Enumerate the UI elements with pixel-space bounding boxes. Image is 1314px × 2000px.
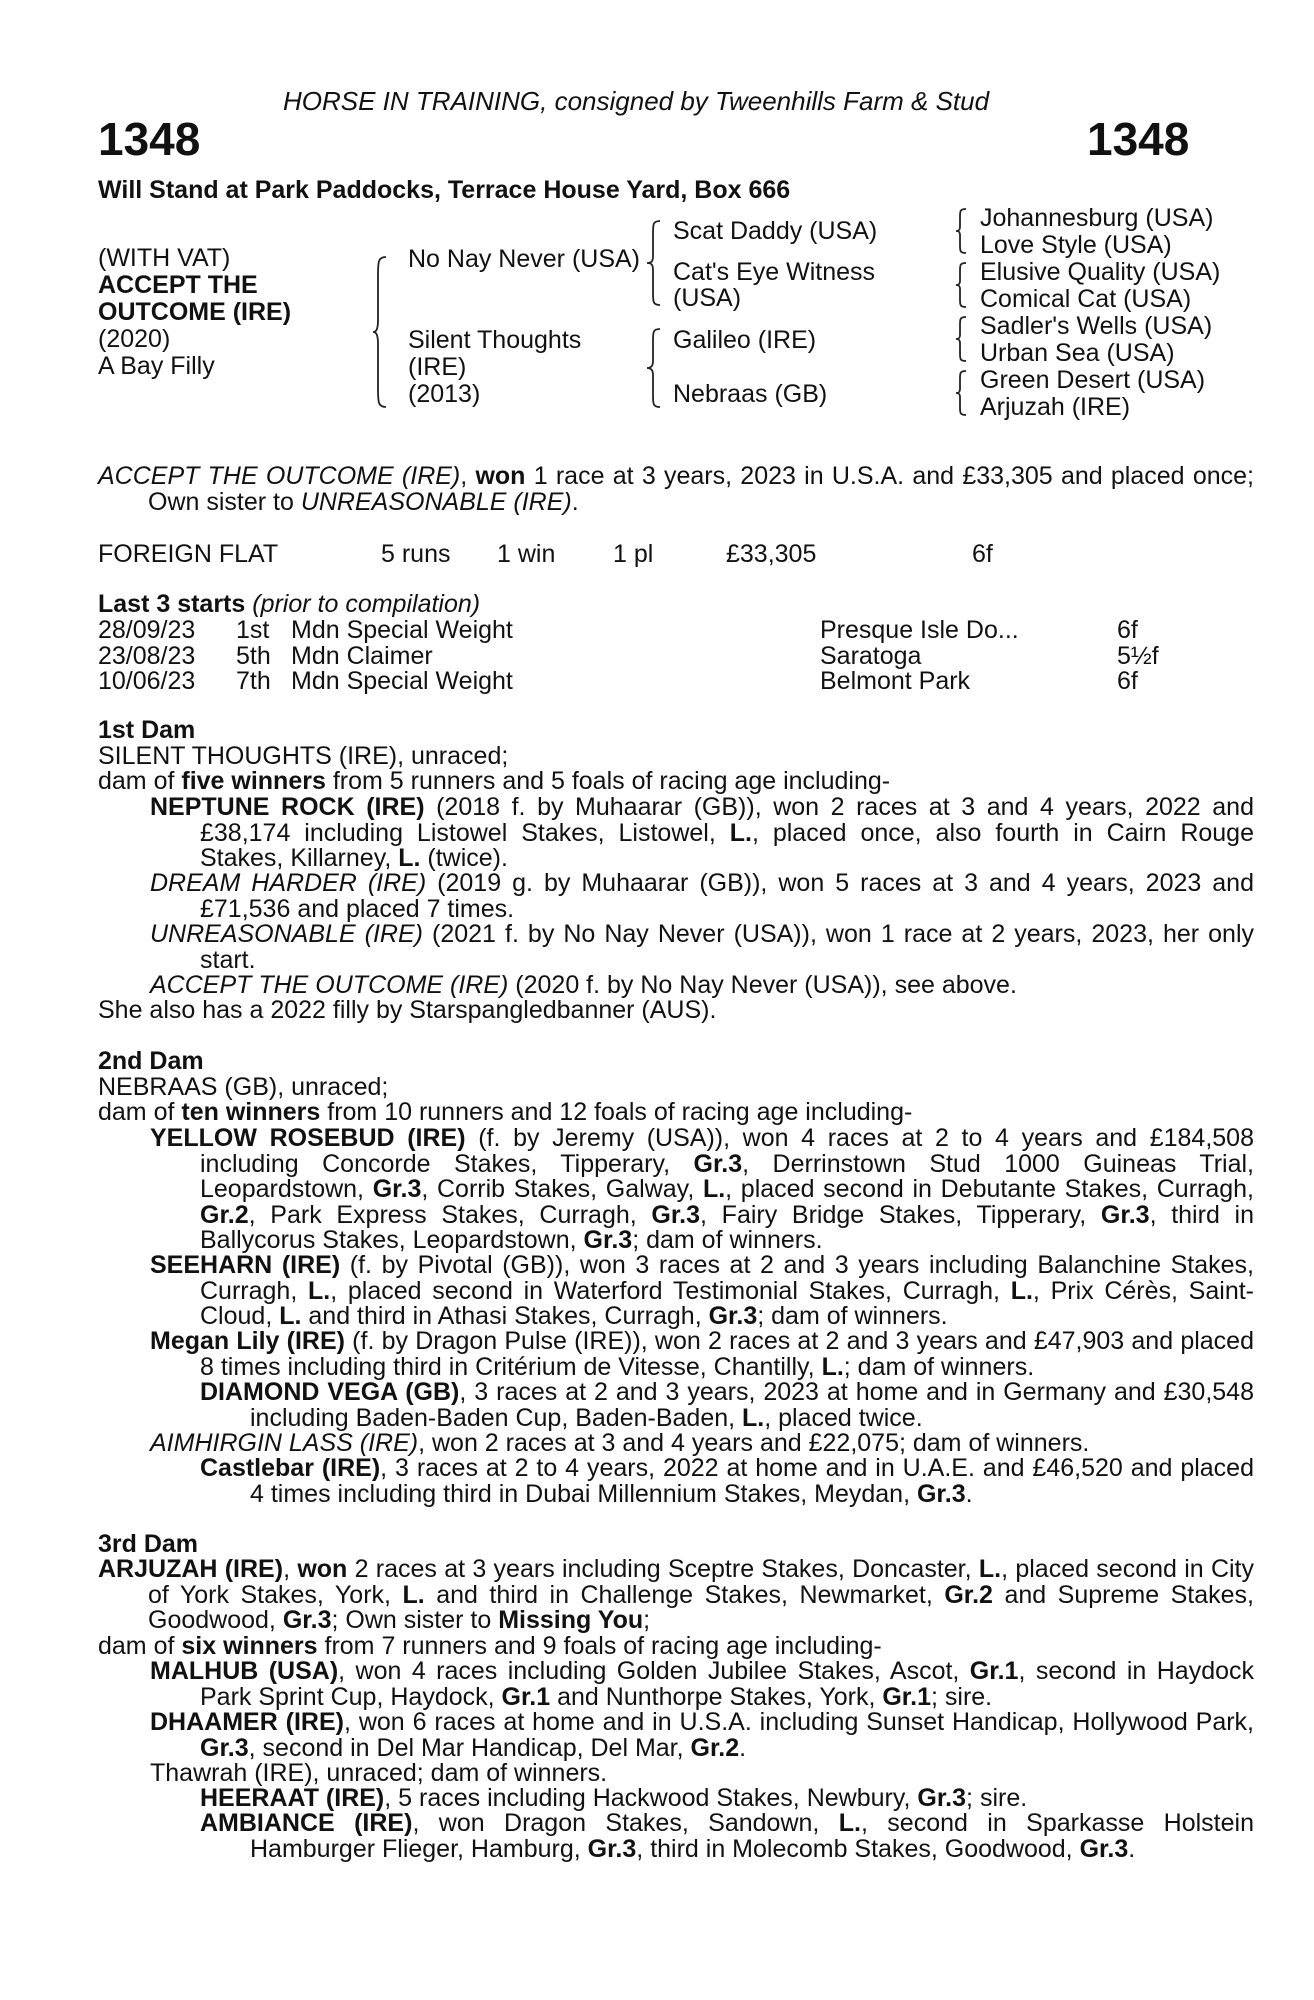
pedigree-brace-gen1 xyxy=(372,256,388,408)
pedigree-dam-line1: Silent Thoughts xyxy=(408,326,582,354)
start-date: 28/09/23 xyxy=(98,616,196,644)
third-dam-title: 3rd Dam xyxy=(98,1530,199,1558)
start-race: Mdn Special Weight xyxy=(291,667,513,695)
third-dam-entry: ARJUZAH (IRE), won 2 races at 3 years including Sceptre Stakes, Doncaster, L., placed second in City of York Stakes, York, L. and third in Challenge Stakes, Newmarket, Gr.2 and Supreme Stakes, Goodwood, Gr.3; Own sister to Missing You; xyxy=(98,1555,1254,1634)
third-dam-title-block xyxy=(98,1532,1204,1558)
second-dam-title: 2nd Dam xyxy=(98,1047,204,1075)
record-runs: 5 runs xyxy=(381,540,451,568)
lot-number-left: 1348 xyxy=(98,113,201,165)
horse-description: A Bay Filly xyxy=(98,352,215,380)
produce-entry: Castlebar (IRE), 3 races at 2 to 4 years, 2022 at home and in U.A.E. and £46,520 and placed 4 times including third in Dubai Millennium Stakes, Meydan, Gr.3. xyxy=(200,1454,1254,1508)
produce-entry: DIAMOND VEGA (GB), 3 races at 2 and 3 years, 2023 at home and in Germany and £30,548 including Baden-Baden Cup, Baden-Baden, L., placed twice. xyxy=(200,1378,1254,1432)
start-course: Belmont Park xyxy=(820,667,971,695)
produce-entry: SEEHARN (IRE) (f. by Pivotal (GB)), won 3 races at 2 and 3 years including Balanchine Stakes, Curragh, L., placed second in Waterford Testimonial Stakes, Curragh, L., Prix Cérès, Saint-Cloud, L. and third in Athasi Stakes, Curragh, Gr.3; dam of winners. xyxy=(150,1251,1254,1330)
produce-entry: YELLOW ROSEBUD (IRE) (f. by Jeremy (USA)), won 4 races at 2 to 4 years and £184,508 including Concorde Stakes, Tipperary, Gr.3, Derrinstown Stud 1000 Guineas Trial, Leopardstown, Gr.3, Corrib Stakes, Galway, L., placed second in Debutante Stakes, Curragh, Gr.2, Park Express Stakes, Curragh, Gr.3, Fairy Bridge Stakes, Tipperary, Gr.3, third in Ballycorus Stakes, Leopardstown, Gr.3; dam of winners. xyxy=(150,1124,1255,1254)
pedigree-g3-1: Johannesburg (USA) xyxy=(980,204,1214,232)
start-position: 1st xyxy=(236,616,270,644)
pedigree-sire-sire: Scat Daddy (USA) xyxy=(673,217,878,245)
first-dam-title: 1st Dam xyxy=(98,716,196,744)
last-starts-table xyxy=(0,616,1314,696)
produce-entry: Megan Lily (IRE) (f. by Dragon Pulse (IRE)), won 2 races at 2 and 3 years and £47,903 and placed 8 times including third in Critérium de Vitesse, Chantilly, L.; dam of winners. xyxy=(150,1327,1254,1381)
race-summary: ACCEPT THE OUTCOME (IRE), won 1 race at 3 years, 2023 in U.S.A. and £33,305 and placed once; Own sister to UNREASONABLE (IRE). xyxy=(98,462,1254,516)
pedigree-g3-7: Green Desert (USA) xyxy=(980,366,1206,394)
pedigree-dam-line2: (IRE) xyxy=(408,353,467,381)
pedigree-dam-line3: (2013) xyxy=(408,380,481,408)
first-dam-line: SILENT THOUGHTS (IRE), unraced; xyxy=(98,741,509,770)
pedigree-brace-dam xyxy=(646,328,662,408)
start-distance: 6f xyxy=(1117,616,1138,644)
pedigree-dam-dam: Nebraas (GB) xyxy=(673,380,828,408)
start-course: Saratoga xyxy=(820,641,922,670)
horse-name-line1: ACCEPT THE xyxy=(98,271,258,299)
start-date: 10/06/23 xyxy=(98,667,196,695)
start-race: Mdn Claimer xyxy=(291,641,433,670)
produce-entry: UNREASONABLE (IRE) (2021 f. by No Nay Never (USA)), won 1 race at 2 years, 2023, her only start. xyxy=(150,920,1254,974)
start-distance: 5½f xyxy=(1117,641,1159,670)
record-placed: 1 pl xyxy=(613,540,654,568)
third-dam-produce-line: dam of six winners from 7 runners and 9 foals of racing age including- xyxy=(98,1632,882,1660)
stand-location: Will Stand at Park Paddocks, Terrace House Yard, Box 666 xyxy=(98,176,791,204)
produce-entry: AIMHIRGIN LASS (IRE), won 2 races at 3 and 4 years and £22,075; dam of winners. xyxy=(150,1429,1090,1457)
record-distance: 6f xyxy=(972,540,993,568)
summary-sister: UNREASONABLE (IRE) xyxy=(300,487,572,516)
summary-text: 1 race at 3 years, 2023 in U.S.A. and £33,305 and placed once; Own sister to xyxy=(148,462,1254,516)
racing-record xyxy=(0,540,1314,570)
last-starts-title: Last 3 starts xyxy=(98,590,246,618)
pedigree-g3-2: Love Style (USA) xyxy=(980,231,1172,259)
pedigree-g3-5: Sadler's Wells (USA) xyxy=(980,312,1213,340)
second-dam-line: NEBRAAS (GB), unraced; xyxy=(98,1072,389,1101)
consignor-line: HORSE IN TRAINING, consigned by Tweenhills Farm & Stud xyxy=(283,86,990,116)
start-race: Mdn Special Weight xyxy=(291,616,513,644)
produce-entry: Thawrah (IRE), unraced; dam of winners. xyxy=(150,1759,608,1787)
first-dam-section xyxy=(98,718,1204,795)
record-earnings: £33,305 xyxy=(726,540,817,568)
pedigree-sire: No Nay Never (USA) xyxy=(408,245,640,273)
produce-entry: MALHUB (USA), won 4 races including Golden Jubilee Stakes, Ascot, Gr.1, second in Haydock Park Sprint Cup, Haydock, Gr.1 and Nunthorpe Stakes, York, Gr.1; sire. xyxy=(150,1657,1254,1711)
pedigree-brace-sire xyxy=(646,220,662,306)
last-starts-heading xyxy=(98,590,480,619)
start-position: 7th xyxy=(236,667,271,695)
start-date: 23/08/23 xyxy=(98,641,196,670)
start-distance: 6f xyxy=(1117,667,1138,695)
pedigree-g3-8: Arjuzah (IRE) xyxy=(980,393,1131,421)
produce-entry: DHAAMER (IRE), won 6 races at home and in U.S.A. including Sunset Handicap, Hollywood Park, Gr.3, second in Del Mar Handicap, Del Mar, Gr.2. xyxy=(150,1708,1254,1762)
horse-name-line2: OUTCOME (IRE) xyxy=(98,298,292,326)
first-dam-produce-line: dam of five winners from 5 runners and 5 foals of racing age including- xyxy=(98,767,891,795)
pedigree-sire-dam-line1: Cat's Eye Witness xyxy=(673,258,876,286)
pedigree-brace-g3-4 xyxy=(955,370,967,416)
pedigree-g3-6: Urban Sea (USA) xyxy=(980,339,1175,367)
second-dam-section xyxy=(98,1049,1204,1126)
summary-horse-name: ACCEPT THE OUTCOME (IRE) xyxy=(98,462,461,490)
record-label: FOREIGN FLAT xyxy=(98,540,279,568)
start-position: 5th xyxy=(236,641,271,670)
horse-year: (2020) xyxy=(98,325,171,353)
lot-number-right: 1348 xyxy=(1087,113,1190,165)
summary-won: won xyxy=(475,462,526,490)
horse-block xyxy=(98,245,291,380)
produce-entry: AMBIANCE (IRE), won Dragon Stakes, Sandown, L., second in Sparkasse Holstein Hamburger Flieger, Hamburg, Gr.3, third in Molecomb Stakes, Goodwood, Gr.3. xyxy=(200,1809,1254,1863)
produce-entry: NEPTUNE ROCK (IRE) (2018 f. by Muhaarar (GB)), won 2 races at 3 and 4 years, 2022 and £38,174 including Listowel Stakes, Listowel, L., placed once, also fourth in Cairn Rouge Stakes, Killarney, L. (twice). xyxy=(150,793,1254,872)
pedigree-g3-3: Elusive Quality (USA) xyxy=(980,258,1221,286)
pedigree-g3-4: Comical Cat (USA) xyxy=(980,285,1192,313)
produce-entry: DREAM HARDER (IRE) (2019 g. by Muhaarar (GB)), won 5 races at 3 and 4 years, 2023 and £71,536 and placed 7 times. xyxy=(150,869,1254,923)
pedigree-brace-g3-2 xyxy=(955,262,967,308)
record-wins: 1 win xyxy=(497,540,556,568)
summary-end: . xyxy=(571,487,579,516)
produce-entry: HEERAAT (IRE), 5 races including Hackwood Stakes, Newbury, Gr.3; sire. xyxy=(200,1784,1028,1812)
second-dam-produce-line: dam of ten winners from 10 runners and 12 foals of racing age including- xyxy=(98,1098,913,1126)
first-dam-note: She also has a 2022 filly by Starspangledbanner (AUS). xyxy=(98,996,717,1024)
start-course: Presque Isle Do... xyxy=(820,616,1019,644)
pedigree-sire-dam-line2: (USA) xyxy=(673,284,742,312)
vat-note: (WITH VAT) xyxy=(98,244,231,272)
produce-entry: ACCEPT THE OUTCOME (IRE) (2020 f. by No Nay Never (USA)), see above. xyxy=(150,971,1017,999)
pedigree-brace-g3-1 xyxy=(955,208,967,254)
pedigree-brace-g3-3 xyxy=(955,316,967,362)
last-starts-note: (prior to compilation) xyxy=(252,590,481,618)
pedigree-dam-sire: Galileo (IRE) xyxy=(673,326,817,354)
